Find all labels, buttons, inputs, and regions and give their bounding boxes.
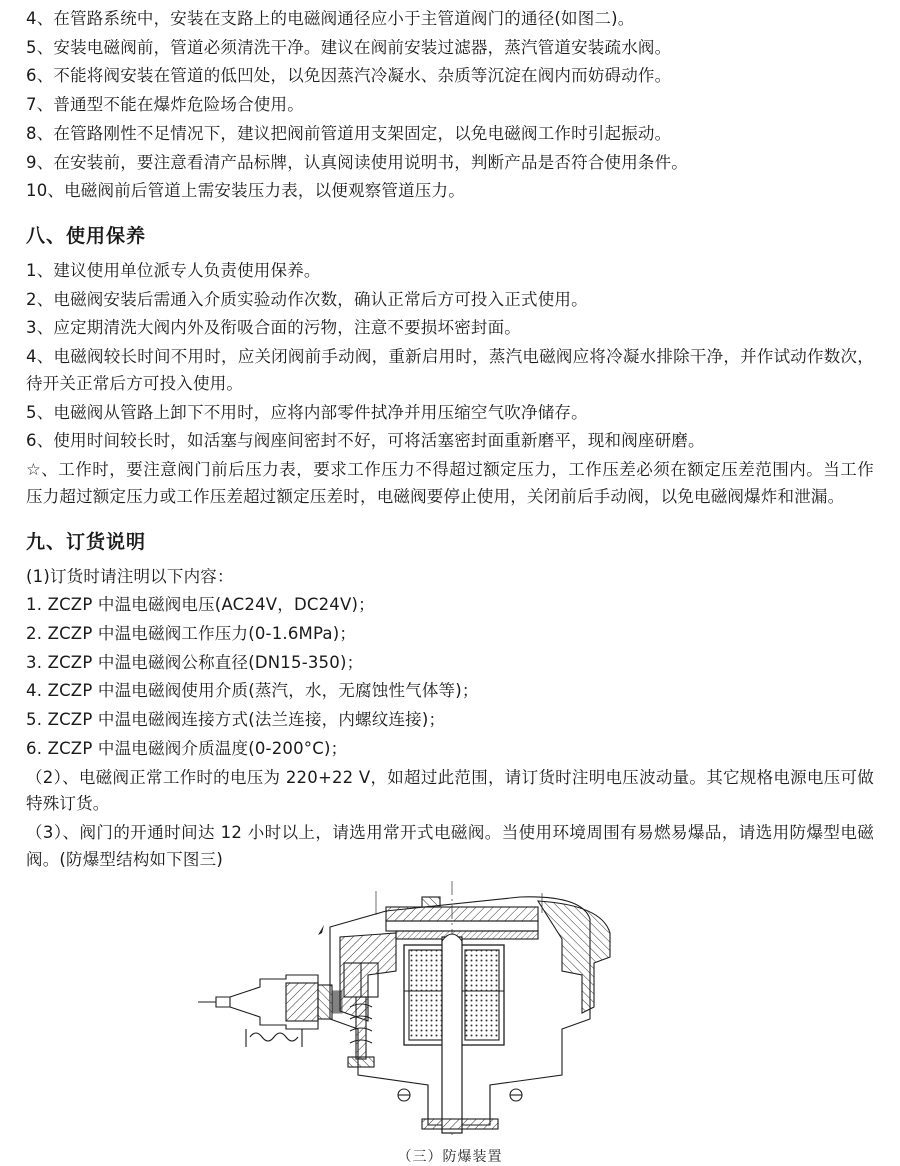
installation-notes-list xyxy=(26,6,874,205)
figure-caption: （三）防爆装置 xyxy=(397,1149,503,1166)
list-item: 5、电磁阀从管路上卸下不用时，应将内部零件拭净并用压缩空气吹净储存。 xyxy=(26,402,588,422)
list-item: 4、电磁阀较长时间不用时，应关闭阀前手动阀，重新启用时，蒸汽电磁阀应将冷凝水排除干净，并作试动作数次，待开关正常后方可投入使用。 xyxy=(26,347,874,393)
list-item: 1. ZCZP 中温电磁阀电压(AC24V，DC24V)； xyxy=(26,595,375,615)
list-item: 4、在管路系统中，安装在支路上的电磁阀通径应小于主管道阀门的通径(如图二)。 xyxy=(26,9,635,28)
list-item: 3. ZCZP 中温电磁阀公称直径(DN15-350)； xyxy=(26,652,364,672)
list-item: 1、建议使用单位派专人负责使用保养。 xyxy=(26,261,321,281)
list-item: 10、电磁阀前后管道上需安装压力表，以便观察管道压力。 xyxy=(26,181,465,201)
list-item: 5. ZCZP 中温电磁阀连接方式(法兰连接，内螺纹连接)； xyxy=(26,710,446,730)
ordering-note: （2）、电磁阀正常工作时的电压为 220+22 V，如超过此范围，请订货时注明电压波动量。其它规格电源电压可做特殊订货。 xyxy=(26,767,874,814)
ordering-instructions-list xyxy=(26,564,874,874)
section-title-ordering-instructions: 九、订货说明 xyxy=(26,530,147,553)
usage-maintenance-list xyxy=(26,258,874,510)
list-item: 6、不能将阀安装在管道的低凹处，以免因蒸汽冷凝水、杂质等沉淀在阀内而妨碍动作。 xyxy=(26,66,672,86)
list-item: 6. ZCZP 中温电磁阀介质温度(0-200°C)； xyxy=(26,738,348,758)
list-item: 2、电磁阀安装后需通入介质实验动作次数，确认正常后方可投入正式使用。 xyxy=(26,289,588,309)
list-item: 9、在安装前，要注意看清产品标牌，认真阅读使用说明书，判断产品是否符合使用条件。 xyxy=(26,152,688,172)
ordering-lead: (1)订货时请注明以下内容： xyxy=(26,566,234,586)
list-item: 2. ZCZP 中温电磁阀工作压力(0-1.6MPa)； xyxy=(26,623,357,643)
list-item: 8、在管路刚性不足情况下，建议把阀前管道用支架固定，以免电磁阀工作时引起振动。 xyxy=(26,123,672,143)
list-item-warning: ☆、工作时，要注意阀门前后压力表，要求工作压力不得超过额定压力，工作压差必须在额定压差范围内。当工作压力超过额定压力或工作压差超过额定压差时，电磁阀要停止使用，关闭前后手动阀，以免电磁阀爆炸和泄漏。 xyxy=(26,460,874,506)
list-item: 3、应定期清洗大阀内外及衔吸合面的污物，注意不要损坏密封面。 xyxy=(26,318,521,338)
ordering-note: （3）、阀门的开通时间达 12 小时以上，请选用常开式电磁阀。当使用环境周围有易燃易爆品，请选用防爆型电磁阀。(防爆型结构如下图三) xyxy=(26,822,874,869)
section-title-usage-maintenance: 八、使用保养 xyxy=(26,225,147,248)
valve-diagram-icon xyxy=(190,879,710,1144)
list-item: 7、普通型不能在爆炸危险场合使用。 xyxy=(26,95,304,115)
list-item: 5、安装电磁阀前，管道必须清洗干净。建议在阀前安装过滤器，蒸汽管道安装疏水阀。 xyxy=(26,37,672,57)
figure-explosion-proof-device xyxy=(26,879,874,1166)
list-item: 4. ZCZP 中温电磁阀使用介质(蒸汽，水，无腐蚀性气体等)； xyxy=(26,681,479,701)
list-item: 6、使用时间较长时，如活塞与阀座间密封不好，可将活塞密封面重新磨平，现和阀座研磨。 xyxy=(26,431,705,451)
